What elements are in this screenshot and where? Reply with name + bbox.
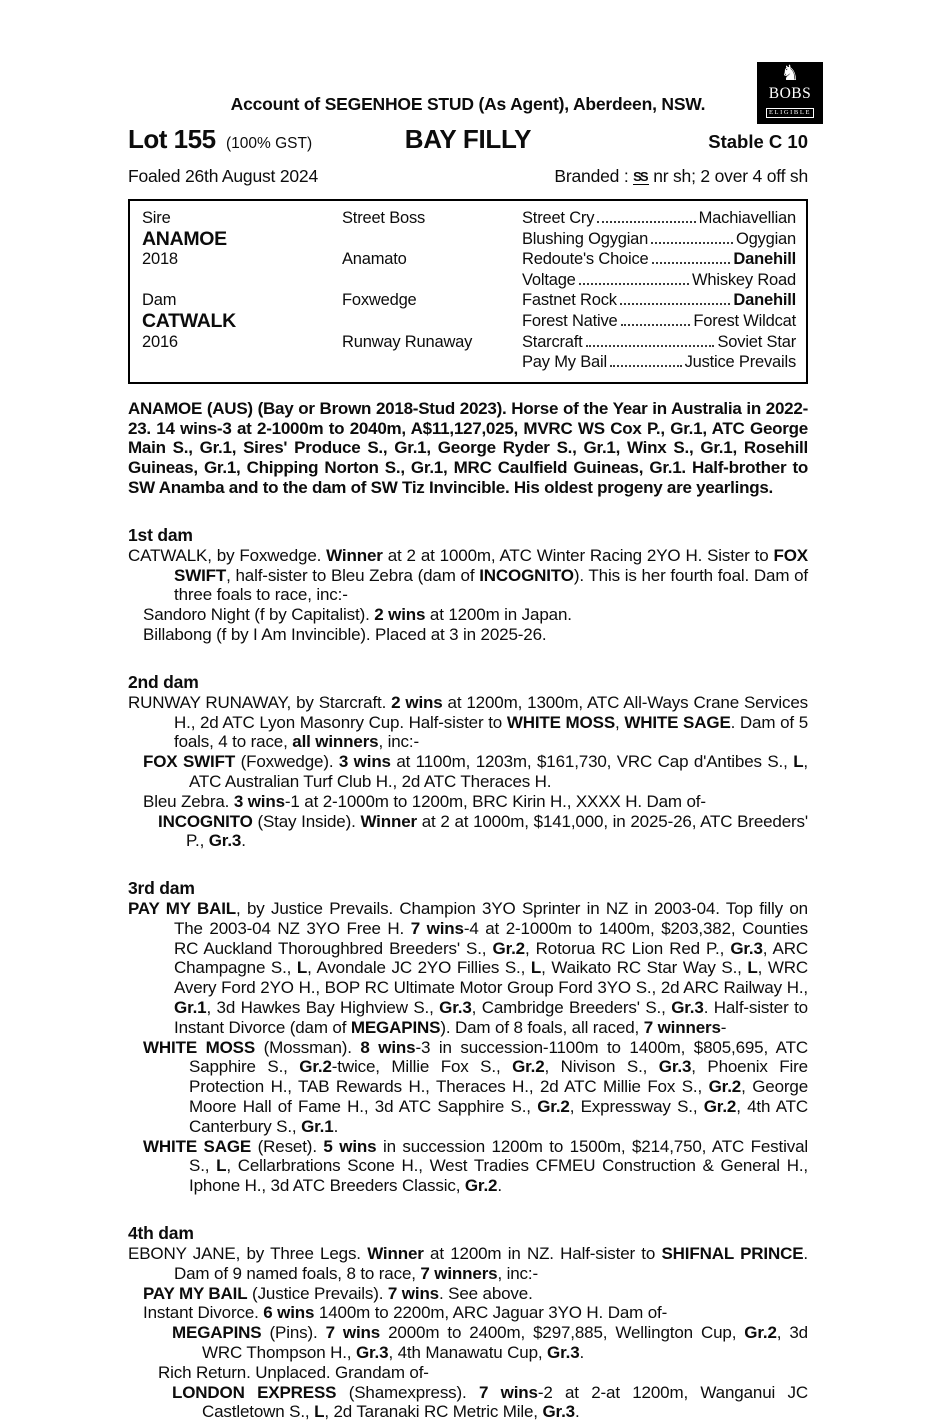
text: , George Moore Hall of Fame H., 3d ATC Sapphire S., [189,1077,808,1117]
bold-text: Gr.2 [464,1176,498,1196]
horse-head-icon: ♞ [780,62,800,85]
brand-mark-icon: SS [633,169,647,184]
text: (Stay Inside). [252,811,361,831]
dam-section-heading: 4th dam [128,1223,194,1244]
pedigree-ancestor-row [522,352,796,373]
bold-text: FOX SWIFT [174,545,808,585]
pedigree-grid [142,208,796,373]
pedigree-paragraph [143,792,808,812]
dam-sections [128,525,808,1422]
bold-text: WHITE MOSS [506,712,616,732]
bobs-eligible-logo [757,62,823,124]
bold-text: INCOGNITO [479,565,574,585]
bold-text: Gr.3 [439,998,472,1018]
bold-text: SHIFNAL PRINCE [661,1244,804,1264]
text: , by Justice Prevails. Champion 3YO Sprinter in NZ in 2003-04. Top filly on The 2003-04 NZ 3YO Free H. [174,899,808,938]
bold-text: Gr.3 [658,1057,692,1077]
bold-text: 6 wins [263,1303,315,1323]
text: , 2d Taranaki RC Metric Mile, [324,1402,543,1422]
pedigree-cell: Dam [142,291,177,310]
pedigree-cell [142,352,342,373]
text: at 1100m, 1203m, $161,730, VRC Cap d'Antibes S., [390,752,794,772]
bold-text: Winner [326,545,383,565]
text: . [574,1402,580,1422]
bold-text: Winner [360,811,417,831]
pedigree-paragraph [143,752,808,792]
pedigree-ancestor-row [522,229,796,250]
text: , Expressway S., [569,1097,704,1117]
text: CATWALK, by Foxwedge. [128,545,327,565]
text: Bleu Zebra. [143,791,234,811]
text: , Waikato RC Star Way S., [541,958,748,978]
bold-text: WHITE SAGE [624,712,731,732]
ancestor-sire: Street Cry [522,209,595,227]
bold-text: Gr.1 [301,1116,334,1136]
account-line: Account of SEGENHOE STUD (As Agent), Aberdeen, NSW. [230,94,706,114]
ancestor-grandsire: Danehill [733,291,796,310]
pedigree-paragraph [172,1323,808,1363]
text: , ARC Champagne S., [174,938,808,978]
dam-section-heading: 2nd dam [128,671,199,692]
bold-text: 8 wins [360,1037,416,1057]
sire-blurb: ANAMOE (AUS) (Bay or Brown 2018-Stud 2023). Horse of the Year in Australia in 2022-23. 14 wins-3 at 2-1000m to 2040m, A$11,127,025, MVRC WS Cox P., Gr.1, ATC George Main S., Gr.1, Sires' Produce S., Gr.1, George Ryder S., Gr.1, Winx S., Gr.1, Rosehill Guineas, Gr.1, Chipping Norton S., Gr.1, MRC Caulfield Guineas, Gr.1. Half-brother to SW Anamba and to the dam of SW Tiz Invincible. His oldest progeny are yearlings. [128,398,808,497]
ancestor-grandsire: Danehill [733,250,796,269]
bold-text: PAY MY BAIL [128,899,237,919]
stable-label: Stable C 10 [708,131,808,152]
pedigree-cell: 2018 [142,250,178,269]
bold-text: Gr.2 [299,1057,332,1077]
bold-text: 5 wins [323,1136,377,1156]
text: . [333,1116,339,1136]
text: . Half-sister to Instant Divorce (dam of [174,998,808,1037]
dam-section-heading: 3rd dam [128,878,195,899]
foaled-row [128,166,808,187]
bold-text: WHITE SAGE [143,1136,252,1156]
text: -twice, Millie Fox S., [331,1057,513,1077]
bold-text: 7 winners [643,1017,721,1037]
text: , Cellarbrations Scone H., West Tradies CFMEU Construction & General H., Iphone H., 3d ATC Breeders Classic, [189,1156,808,1196]
text: , Cambridge Breeders' S., [471,998,672,1018]
bobs-logo-text: BOBS [768,85,812,102]
dotted-leader [652,262,731,264]
pedigree-cell [342,229,522,250]
bold-text: L [296,958,308,978]
dotted-leader [597,221,695,223]
pedigree-cell: Anamato [342,250,407,269]
dotted-leader [579,283,689,285]
page-title: BAY FILLY [404,124,532,154]
text: ). Dam of 8 foals, all raced, [440,1017,644,1037]
ancestor-grandsire: Soviet Star [717,332,796,351]
foaled-date: Foaled 26th August 2024 [128,166,319,186]
dotted-leader [586,345,715,347]
text: 1400m to 2200m, ARC Jaguar 3YO H. Dam of- [314,1303,668,1323]
lot-number: Lot 155 [128,124,216,154]
text: , 4th ATC Canterbury S., [189,1097,808,1136]
ancestor-grandsire: Machiavellian [698,209,796,227]
text: , Phoenix Fire Protection H., TAB Rewards H., Theraces H., 2d ATC Millie Fox S., [189,1057,808,1097]
text: RUNWAY RUNAWAY, by Starcraft. [128,692,392,712]
text: 2000m to 2400m, $297,885, Wellington Cup, [380,1323,745,1343]
pedigree-paragraph [128,546,808,605]
bold-text: Gr.2 [744,1323,777,1343]
text: -2 at 2-at 1200m, Wanganui JC Castletown S., [202,1382,808,1422]
text: - [720,1017,727,1037]
bold-text: Gr.3 [671,998,704,1018]
text: Billabong (f by I Am Invincible). Placed at 3 in 2025-26. [143,624,547,644]
text: , 3d WRC Thompson H., [202,1323,808,1363]
pedigree-cell [342,270,522,291]
pedigree-ancestor-row [522,311,796,332]
text: -1 at 2-1000m to 1200m, BRC Kirin H., XXXX H. Dam of- [284,791,706,811]
text: (Reset). [251,1136,324,1156]
pedigree-paragraph [143,1303,808,1323]
pedigree-paragraph [143,1038,808,1137]
bold-text: Gr.3 [730,938,763,958]
text: . See above. [439,1283,533,1303]
branded-suffix: nr sh; 2 over 4 off sh [653,166,808,186]
bold-text: 7 wins [478,1382,538,1402]
bold-text: FOX SWIFT [143,752,236,772]
pedigree-ancestor-row [522,290,796,311]
text: , inc:- [497,1263,538,1283]
bold-text: Winner [367,1244,424,1264]
text: , ATC Australian Turf Club H., 2d ATC Theraces H. [189,752,808,791]
text: (Shamexpress). [336,1382,479,1402]
pedigree-cell: 2016 [142,332,178,351]
bobs-eligible-text: ELIGIBLE [766,108,814,118]
text: in succession 1200m to 1500m, $214,750, ATC Festival S., [189,1136,809,1176]
text: , Rotorua RC Lion Red P., [524,938,731,958]
bold-text: 7 wins [410,918,464,938]
text: , inc:- [378,732,419,752]
gst-label: (100% GST) [225,135,313,152]
bold-text: Gr.3 [542,1402,575,1422]
text: Sandoro Night (f by Capitalist). [143,605,375,625]
text: (Mossman). [255,1037,361,1057]
text: . Dam of 5 foals, 4 to race, [174,712,808,752]
text: -3 in succession-1100m to 1400m, $805,695, ATC Sapphire S., [189,1037,808,1077]
pedigree-paragraph [143,1284,808,1304]
bold-text: L [216,1156,227,1176]
text: at 2 at 1000m, $141,000, in 2025-26, ATC Breeders' P., [186,811,808,851]
bold-text: L [530,958,542,978]
bold-text: L [314,1402,325,1422]
bold-text: Gr.2 [492,938,525,958]
pedigree-cell: Runway Runaway [342,332,473,351]
ancestor-sire: Fastnet Rock [522,291,617,310]
pedigree-cell [142,270,342,291]
bold-text: Gr.2 [537,1097,570,1117]
pedigree-paragraph [143,1137,808,1196]
pedigree-paragraph [158,1363,808,1383]
pedigree-ancestor-row [522,270,796,291]
pedigree-ancestor-row [522,249,796,270]
pedigree-horse-name: ANAMOE [142,227,227,250]
bold-text: 7 wins [387,1283,439,1303]
text: Instant Divorce. [143,1303,264,1323]
bold-text: Gr.3 [208,831,242,851]
bold-text: 3 wins [233,791,285,811]
ancestor-sire: Starcraft [522,332,583,351]
ancestor-sire: Forest Native [522,311,618,330]
text: , 4th Manawatu Cup, [388,1343,548,1363]
text: (Pins). [261,1323,326,1343]
pedigree-cell: Street Boss [342,209,426,227]
text: Rich Return. Unplaced. Grandam of- [158,1362,429,1382]
pedigree-col1 [142,208,342,373]
bold-text: Gr.3 [547,1343,580,1363]
ancestor-grandsire: Whiskey Road [692,270,796,289]
pedigree-paragraph [143,605,808,625]
bold-text: 2 wins [374,605,426,625]
pedigree-paragraph [128,693,808,752]
text: , half-sister to Bleu Zebra (dam of [226,565,480,585]
bold-text: Gr.1 [174,998,207,1018]
text: ). This is her fourth foal. Dam of three foals to race, inc:- [174,565,808,605]
pedigree-table [128,199,808,384]
text: . [497,1176,502,1196]
dotted-leader [621,324,691,326]
pedigree-paragraph [128,899,808,1038]
bold-text: PAY MY BAIL [143,1283,248,1303]
dotted-leader [610,365,682,367]
pedigree-horse-name: CATWALK [142,309,236,332]
ancestor-sire: Voltage [522,270,576,289]
bold-text: Gr.2 [703,1097,737,1117]
text: (Justice Prevails). [247,1283,388,1303]
text: , [615,712,625,732]
bold-text: all winners [292,732,379,752]
ancestor-sire: Redoute's Choice [522,250,649,269]
dotted-leader [651,242,733,244]
text: at 2 at 1000m, ATC Winter Racing 2YO H. Sister to [382,545,774,565]
text: -4 at 2-1000m to 1400m, $203,382, Counties RC Auckland Thoroughbred Breeders' S., [174,918,808,958]
ancestor-sire: Blushing Ogygian [522,229,649,248]
pedigree-cell: Sire [142,209,171,227]
bold-text: INCOGNITO [158,811,253,831]
bold-text: Gr.2 [512,1057,545,1077]
bold-text: MEGAPINS [350,1017,441,1037]
pedigree-ancestor-row [522,332,796,353]
text: . [241,831,246,851]
text: . Dam of 9 named foals, 8 to race, [174,1244,808,1283]
bold-text: WHITE MOSS [143,1037,256,1057]
pedigree-paragraph [128,1244,808,1284]
bold-text: Gr.2 [708,1077,742,1097]
bold-text: MEGAPINS [172,1323,262,1343]
text: , Avondale JC 2YO Fillies S., [307,958,531,978]
pedigree-col3 [522,208,796,373]
bold-text: 3 wins [338,752,391,772]
dam-section-heading: 1st dam [128,524,193,545]
text: at 1200m, 1300m, ATC All-Ways Crane Services H., 2d ATC Lyon Masonry Cup. Half-sister to [174,692,808,732]
pedigree-paragraph [158,812,808,852]
ancestor-grandsire: Forest Wildcat [693,311,796,330]
ancestor-sire: Pay My Bail [522,353,607,372]
pedigree-cell [342,311,522,332]
bold-text: 7 wins [325,1323,381,1343]
pedigree-cell [342,352,522,373]
dotted-leader [620,303,731,305]
text: , WRC Avery Ford 2YO H., BOP RC Ultimate Motor Group Ford 3YO S., 2d ARC Railway H., [174,958,808,998]
bold-text: Gr.3 [355,1343,389,1363]
text: (Foxwedge). [235,752,339,772]
pedigree-cell: Foxwedge [342,291,417,310]
bold-text: LONDON EXPRESS [172,1382,337,1402]
pedigree-col2 [342,208,522,373]
text: at 1200m in Japan. [425,605,572,625]
text: , Nivison S., [544,1057,659,1077]
ancestor-grandsire: Justice Prevails [684,353,796,372]
branded-prefix: Branded : [554,166,634,186]
bold-text: 2 wins [391,692,443,712]
lot-row [128,124,808,155]
bold-text: L [747,958,758,978]
bold-text: L [793,752,804,772]
bold-text: 7 winners [420,1263,498,1283]
ancestor-grandsire: Ogygian [735,229,796,248]
branded-line [554,166,808,187]
text: , 3d Hawkes Bay Highview S., [206,998,440,1018]
text: at 1200m in NZ. Half-sister to [423,1244,662,1264]
text: . [579,1343,585,1363]
pedigree-paragraph [172,1383,808,1422]
lot-block [128,124,405,155]
pedigree-paragraph [143,625,808,645]
pedigree-ancestor-row [522,208,796,229]
text: EBONY JANE, by Three Legs. [128,1244,368,1264]
